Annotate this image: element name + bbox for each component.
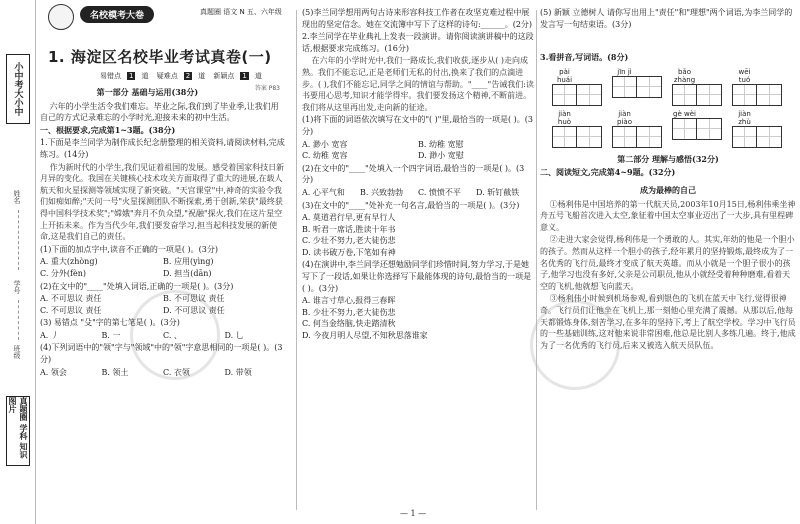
option[interactable]: A. 不可思议 责任 [40,294,102,304]
intro-text: 六年的小学生活令我们难忘。毕业之际,我们到了毕业季,让我们用自己的方式记录难忘的小学时光,迎接未来的初中生活。 [40,101,279,123]
story-paragraph: ①杨利伟是中国培养的第一代航天员,2003年10月15日,杨利伟乘坐神舟五号飞船首次进入太空,象征着中国太空事业迈出了一大步,具有里程碑意义。 [540,199,796,232]
story-title: 成为最棒的自己 [640,184,696,195]
id-line [18,300,19,340]
question-2: 2.李兰同学在毕业典礼上发表一段演讲。请你阅读演讲稿中的这段话,根据要求完成练习。(16分) [302,32,534,53]
side-brand-bottom: 真题圈 学科 知识图片 [6,396,30,466]
pinyin-box[interactable]: jīn jì [612,68,662,106]
column-divider [296,10,297,510]
option[interactable]: D. 带领 [224,367,252,377]
option[interactable]: D. 担当(dān) [163,268,212,278]
side-brand: 小中考大小中 [6,54,30,124]
option[interactable]: D. 今夜月明人尽望,不知秋思落谁家 [302,331,428,341]
question-3: 3.看拼音,写词语。(8分) [540,52,629,63]
option[interactable]: C. 不可思议 责任 [40,305,102,315]
pinyin-box[interactable]: jiàn piào [612,110,662,148]
section-heading: 二、阅读短文,完成第4~9题。(32分) [540,167,676,178]
pinyin-box[interactable]: pài huái [552,68,602,106]
pinyin-box[interactable]: jiàn huò [552,110,602,148]
pinyin-box[interactable]: bǎo zhàng [672,68,722,106]
option[interactable]: A. 重大(zhòng) [40,257,98,267]
option[interactable]: A. 心平气和 [302,187,345,197]
option[interactable]: B. 少壮不努力,老大徒伤悲 [302,307,396,317]
class-label: 班级 [13,345,21,359]
part-heading: 第一部分 基础与运用(38分) [96,87,199,97]
pinyin-box[interactable]: gè wèi [672,110,722,148]
header [40,4,286,28]
question-1-3: (3) 易错点 "殳"字的第七笔是( )。(3分) [40,318,180,328]
binding-strip [0,0,36,524]
series-badge: 名校模考大卷 [80,6,154,23]
mascot-icon [48,4,74,30]
column-divider [536,10,537,510]
pinyin-box[interactable]: wēi tuó [732,68,782,106]
speech-text: 在六年的小学时光中,我们一路成长,我们收获,逐步从( )走向成熟。我们不能忘记,正是老师们无私的付出,换来了我们的点滴进步。( ),我们不能忘记,同学之间的情谊与帮助。"____"告诫我们:读书要用心思考,知识才能学得牢。我们要发扬这个精神,不断前进。我们将从这里再出发,走向新的征途。 [302,56,534,112]
id-label: 学号 [13,280,21,294]
option[interactable]: C. 衣领 [163,367,190,377]
option[interactable]: B. 一 [101,330,121,340]
column-3 [540,6,796,352]
option[interactable]: A. 丿 [40,330,59,340]
option[interactable]: B. 应用(yìng) [163,257,214,267]
option[interactable]: D. 渺小 宽慰 [418,151,464,161]
options [40,367,286,379]
pinyin-grid [552,68,796,148]
options [302,139,534,162]
option[interactable]: B. 兴致勃勃 [360,187,403,197]
options [302,187,534,199]
question-2-2: (2)在文中的"____"处填入一个四字词语,最恰当的一项是( )。(3分) [302,163,525,185]
option[interactable]: A. 谁言寸草心,报得三春晖 [302,296,396,306]
options [40,293,286,316]
part-heading: 第二部分 理解与感悟(32分) [617,153,719,164]
column-2 [302,6,534,342]
question-1-2: (2)在文中的"____"处填入词语,正确的一项是( )。(3分) [40,281,234,291]
question-2-5: (5) 新颖 立德树人 请你写出用上"责任"和"理想"两个词语,为李兰同学的发言写一句结束语。(3分) [540,8,793,29]
option[interactable]: C. 、 [163,330,182,340]
page-number: — 1 — [400,509,427,518]
question-1-1: (1)下面的加点字中,读音不正确的一项是( )。(3分) [40,244,218,254]
question-2-1: (1)将下面的词语依次填写在文中的"( )"里,最恰当的一项是( )。(3分) [302,115,534,136]
header-meta: 真题圈 语文 N 五、六年级 [200,8,282,16]
option[interactable]: C. 愤愤不平 [418,187,461,197]
section-heading: 一、根据要求,完成第1~3题。(38分) [40,124,176,135]
option[interactable]: C. 何当金络脑,快走踏清秋 [302,319,396,329]
option[interactable]: D. 乚 [224,330,244,340]
option[interactable]: A. 领会 [40,367,67,377]
options [40,330,286,342]
option[interactable]: A. 莫道君行早,更有早行人 [302,213,396,223]
story-paragraph: ③杨利伟小时候到机场参观,看到银色的飞机在蓝天中飞行,觉得很神奇。飞行员们让他坐在飞机上,那一刻他心里充满了震撼。从那以后,他每天都锻炼身体,刻苦学习,在多年的坚持下,考上了航空学校。学习中飞行员的一些基础训练,这对他来说非常困难,他总是比别人多练几遍。终于,他成为了一名优秀的飞行员,后来又被选入航天员队伍。 [540,294,796,350]
pinyin-box[interactable]: jiàn zhù [732,110,782,148]
column-1 [40,0,286,378]
exam-title: 1. 海淀区名校毕业考试真卷(一) [48,48,272,66]
story-paragraph: ②走进大家会觉得,杨利伟是一个勇敢的人。其实,年幼的他是一个胆小的孩子。然而从这样一个胆小的孩子,经年累月的坚持锻炼,最终成为了一名优秀的飞行员,最终才变成了航天英雄。而从小就是一个胆子很小的孩子,他学习也没有多好,父亲是公司职员,他从小就经受着种种磨难,看着天空的飞机,他就想飞向蓝天。 [540,235,795,291]
option[interactable]: D. 斩钉截铁 [476,187,520,197]
option[interactable]: B. 幼稚 宽慰 [418,139,464,149]
option[interactable]: B. 领土 [101,367,129,377]
option[interactable]: D. 不可思议 责任 [163,305,225,315]
question-2-3: (3)在文中的"____"处补充一句名言,最恰当的一项是( )。(3分) [302,200,520,210]
question-1-5: (5)李兰同学想用两句古诗来形容科技工作者在攻坚克难过程中展现出的坚定信念。她在交流簿中写下了这样的诗句:______。(2分) [302,8,533,29]
options [40,256,286,279]
option[interactable]: B. 听君一席话,胜读十年书 [302,224,396,234]
name-line [18,210,19,270]
options [302,295,534,341]
option[interactable]: D. 读书破万卷,下笔如有神 [302,247,396,257]
question-1: 1.下面是李兰同学为制作成长纪念册整理的相关资料,请阅读材料,完成练习。(14分) [40,138,285,159]
name-label: 姓名 [13,190,21,204]
option[interactable]: C. 少壮不努力,老大徒伤悲 [302,236,396,246]
reading-material: 作为新时代的小学生,我们见证着祖国的发展。感受着国家科技日新月异的变化。我国在关键核心技术攻关方面取得了重大的进展,在载人航天和火星探测等领域实现了新突破。"天宫课堂"中,神奇的实验令我们如痴如醉;"天问一号"火星探测团队不断探索,勇于创新,荣获"最终获得中国科学技术奖";"嫦娥"奔月不负众望,"祝融"探火,我们在这片星空上开拓未来。作为当代少年,我们要发奋学习,担当起科技发展的新使命,这是我们自己的责任。 [40,162,285,242]
option[interactable]: B. 不可思议 责任 [163,294,225,304]
option[interactable]: A. 渺小 宽容 [302,139,348,149]
answer-ref: 答案 P83 [254,85,280,92]
difficulty-stats: 易错点 1 道 疑难点 2 道 新颖点 1 道 答案 P83 [100,72,280,92]
option[interactable]: C. 幼稚 宽容 [302,151,348,161]
options [302,212,534,258]
question-1-4: (4)下列词语中的"领"字与"领域"中的"领"字意思相同的一项是( )。(3分) [40,343,283,365]
question-2-4: (4)在演讲中,李兰同学还想勉励同学们珍惜时间,努力学习,于是她写下了一段话,如果让你选择写下最能体现的诗句,最恰当的一项是( )。(3分) [302,260,532,293]
option[interactable]: C. 分外(fèn) [40,268,87,278]
